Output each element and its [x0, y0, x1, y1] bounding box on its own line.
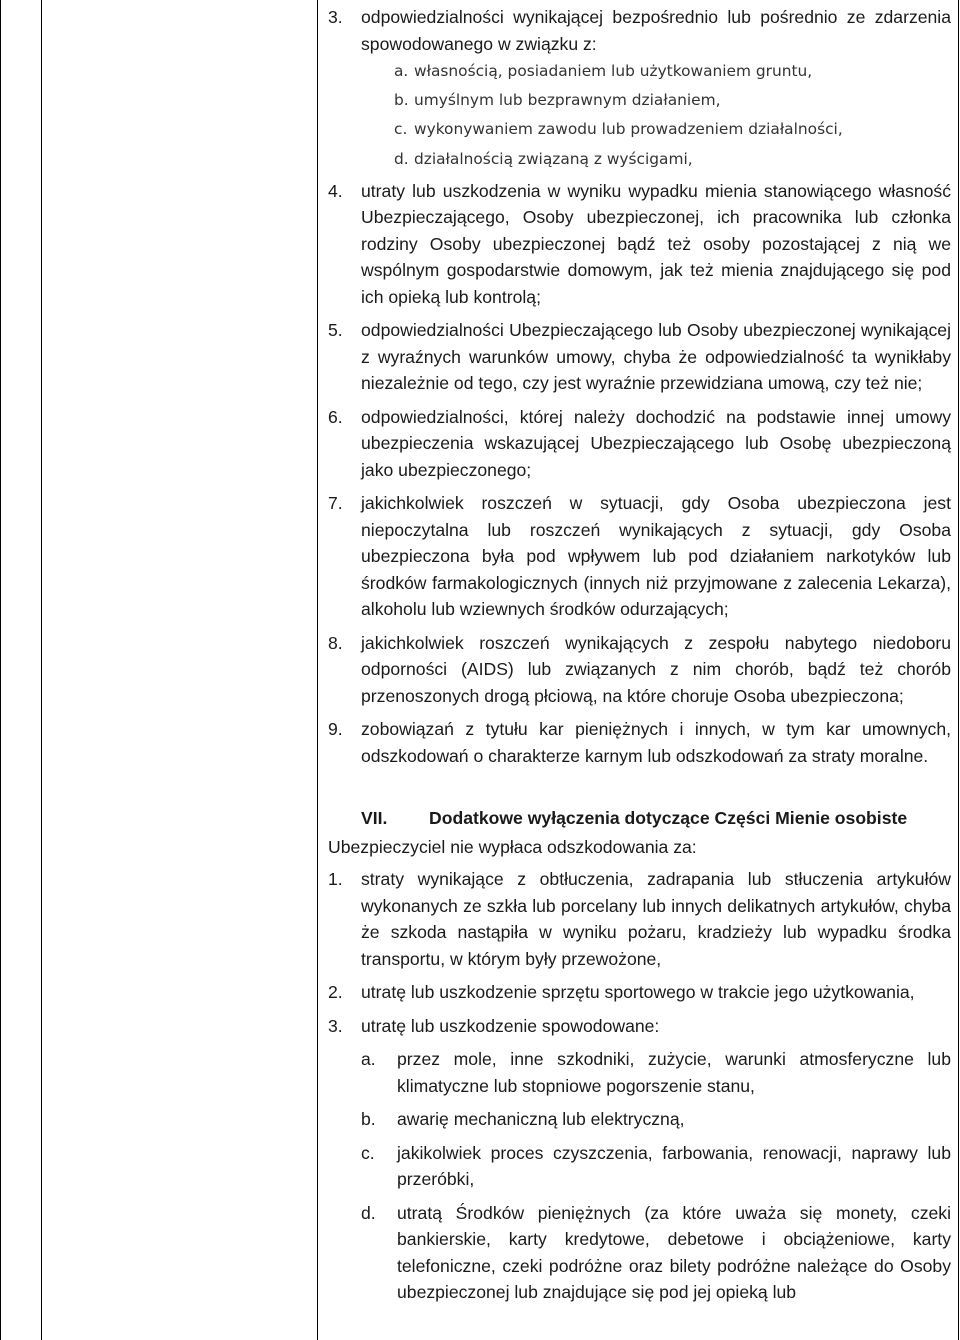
item-number: 8. — [328, 632, 343, 653]
sub-item-text: przez mole, inne szkodniki, zużycie, warunki atmosferyczne lub klimatyczne lub stopniowe pogorszenie stanu, — [397, 1049, 951, 1096]
item-text: odpowiedzialności Ubezpieczającego lub Osoby ubezpieczonej wynikającej z wyraźnych warunków umowy, chyba że odpowiedzialność ta wynikłaby niezależnie od tego, czy jest wyraźnie przewidziana umową, czy też nie; — [361, 320, 951, 394]
sub-item-text: awarię mechaniczną lub elektryczną, — [397, 1109, 685, 1130]
sub-item-letter: d. — [361, 1202, 376, 1223]
sub-item-text: własnością, posiadaniem lub użytkowaniem gruntu, — [414, 62, 813, 80]
section-vii — [328, 805, 951, 1306]
item-number: 4. — [328, 180, 343, 201]
sub-item-letter: a. — [361, 1049, 376, 1070]
list-item — [328, 490, 951, 623]
sub-item-text: umyślnym lub bezprawnym działaniem, — [414, 91, 721, 110]
sub-item-text: jakikolwiek proces czyszczenia, farbowania, renowacji, naprawy lub przeróbki, — [397, 1142, 951, 1190]
list-item — [328, 979, 951, 1006]
sub-list-item — [361, 1106, 951, 1133]
item-text: utratę lub uszkodzenie sprzętu sportowego w trakcie jego użytkowania, — [361, 982, 915, 1003]
item-text: odpowiedzialności, której należy dochodzić na podstawie innej umowy ubezpieczenia wskazującej Ubezpieczającego lub Osobę ubezpieczoną jako ubezpieczonego; — [361, 406, 951, 480]
sub-list-item — [394, 57, 951, 86]
sub-item-letter: a. — [394, 62, 409, 80]
sub-list-item — [361, 1200, 951, 1306]
item-text: utraty lub uszkodzenia w wyniku wypadku mienia stanowiącego własność Ubezpieczającego, Osoby ubezpieczonej, ich pracownika lub członka rodziny Osoby ubezpieczonej bądź też osoby pozostającej z nią we wspólnym gospodarstwie domowym, jak też mienia znajdującego się pod ich opieką lub kontrolą; — [361, 180, 951, 307]
list-item — [328, 404, 951, 484]
sub-list-item — [361, 1046, 951, 1099]
sub-item-letter: c. — [394, 120, 408, 139]
sub-list-item — [361, 1140, 951, 1193]
section-title: Dodatkowe wyłączenia dotyczące Części Mienie osobiste — [429, 808, 908, 829]
item-number: 1. — [328, 869, 343, 890]
item-number: 5. — [328, 320, 343, 341]
section-intro: Ubezpieczyciel nie wypłaca odszkodowania za: — [328, 836, 697, 857]
sub-item-text: wykonywaniem zawodu lub prowadzeniem działalności, — [414, 120, 843, 139]
item-number: 9. — [328, 719, 343, 740]
sub-item-letter: b. — [361, 1109, 376, 1130]
list-item — [328, 866, 951, 972]
item-text: jakichkolwiek roszczeń wynikających z zespołu nabytego niedoboru odporności (AIDS) lub związanych z nim chorób, bądź też chorób przenoszonych drogą płciową, na które choruje Osoba ubezpieczona; — [361, 632, 951, 706]
item-text: utratę lub uszkodzenie spowodowane: — [361, 1015, 660, 1036]
item-number: 7. — [328, 493, 343, 514]
table-border-right — [958, 0, 959, 1340]
document-body — [328, 4, 951, 1306]
item-number: 2. — [328, 982, 343, 1003]
sub-list-item — [394, 115, 951, 144]
list-item — [328, 716, 951, 769]
sub-item-text: utratą Środków pieniężnych (za które uważa się monety, czeki bankierskie, karty kredytowe, debetowe i obciążeniowe, karty telefoniczne, czeki podróżne oraz bilety podróżne należące do Osoby ubezpieczonej lub znajdujące się pod jej opieką lub — [397, 1202, 951, 1303]
sub-list-item — [394, 86, 951, 115]
list-item — [328, 178, 951, 311]
list-item — [328, 317, 951, 397]
item-number: 3. — [328, 1015, 343, 1036]
item-text: straty wynikające z obtłuczenia, zadrapania lub stłuczenia artykułów wykonanych ze szkła lub porcelany lub innych delikatnych artykułów, chyba że szkoda nastąpiła w wyniku pożaru, kradzieży lub wypadku środka transportu, w którym były przewożone, — [361, 869, 951, 969]
list-item — [328, 4, 951, 57]
list-item — [328, 1013, 951, 1040]
sub-item-letter: c. — [361, 1142, 375, 1163]
sub-item-letter: d. — [394, 149, 409, 168]
item-number: 3. — [328, 7, 343, 27]
item-number: 6. — [328, 406, 343, 427]
sub-item-text: działalnością związaną z wyścigami, — [414, 149, 693, 168]
item-text: zobowiązań z tytułu kar pieniężnych i innych, w tym kar umownych, odszkodowań o charakterze karnym lub odszkodowań za straty moralne. — [361, 719, 951, 766]
section-number: VII. — [361, 808, 388, 829]
table-column-divider-2 — [317, 0, 318, 1340]
sub-item-letter: b. — [394, 91, 409, 110]
item-text: odpowiedzialności wynikającej bezpośrednio lub pośrednio ze zdarzenia spowodowanego w związku z: — [361, 7, 951, 54]
list-item — [328, 630, 951, 710]
sub-list-item — [394, 145, 951, 174]
table-column-divider-1 — [41, 0, 42, 1340]
table-border-left — [0, 0, 1, 1340]
item-text: jakichkolwiek roszczeń w sytuacji, gdy Osoba ubezpieczona jest niepoczytalna lub roszczeń wynikających z sytuacji, gdy Osoba ubezpieczona była pod wpływem lub pod działaniem narkotyków lub środków farmakologicznych (innych niż przyjmowane z zalecenia Lekarza), alkoholu lub wziewnych środków odurzających; — [361, 493, 951, 620]
section-heading — [361, 805, 951, 832]
